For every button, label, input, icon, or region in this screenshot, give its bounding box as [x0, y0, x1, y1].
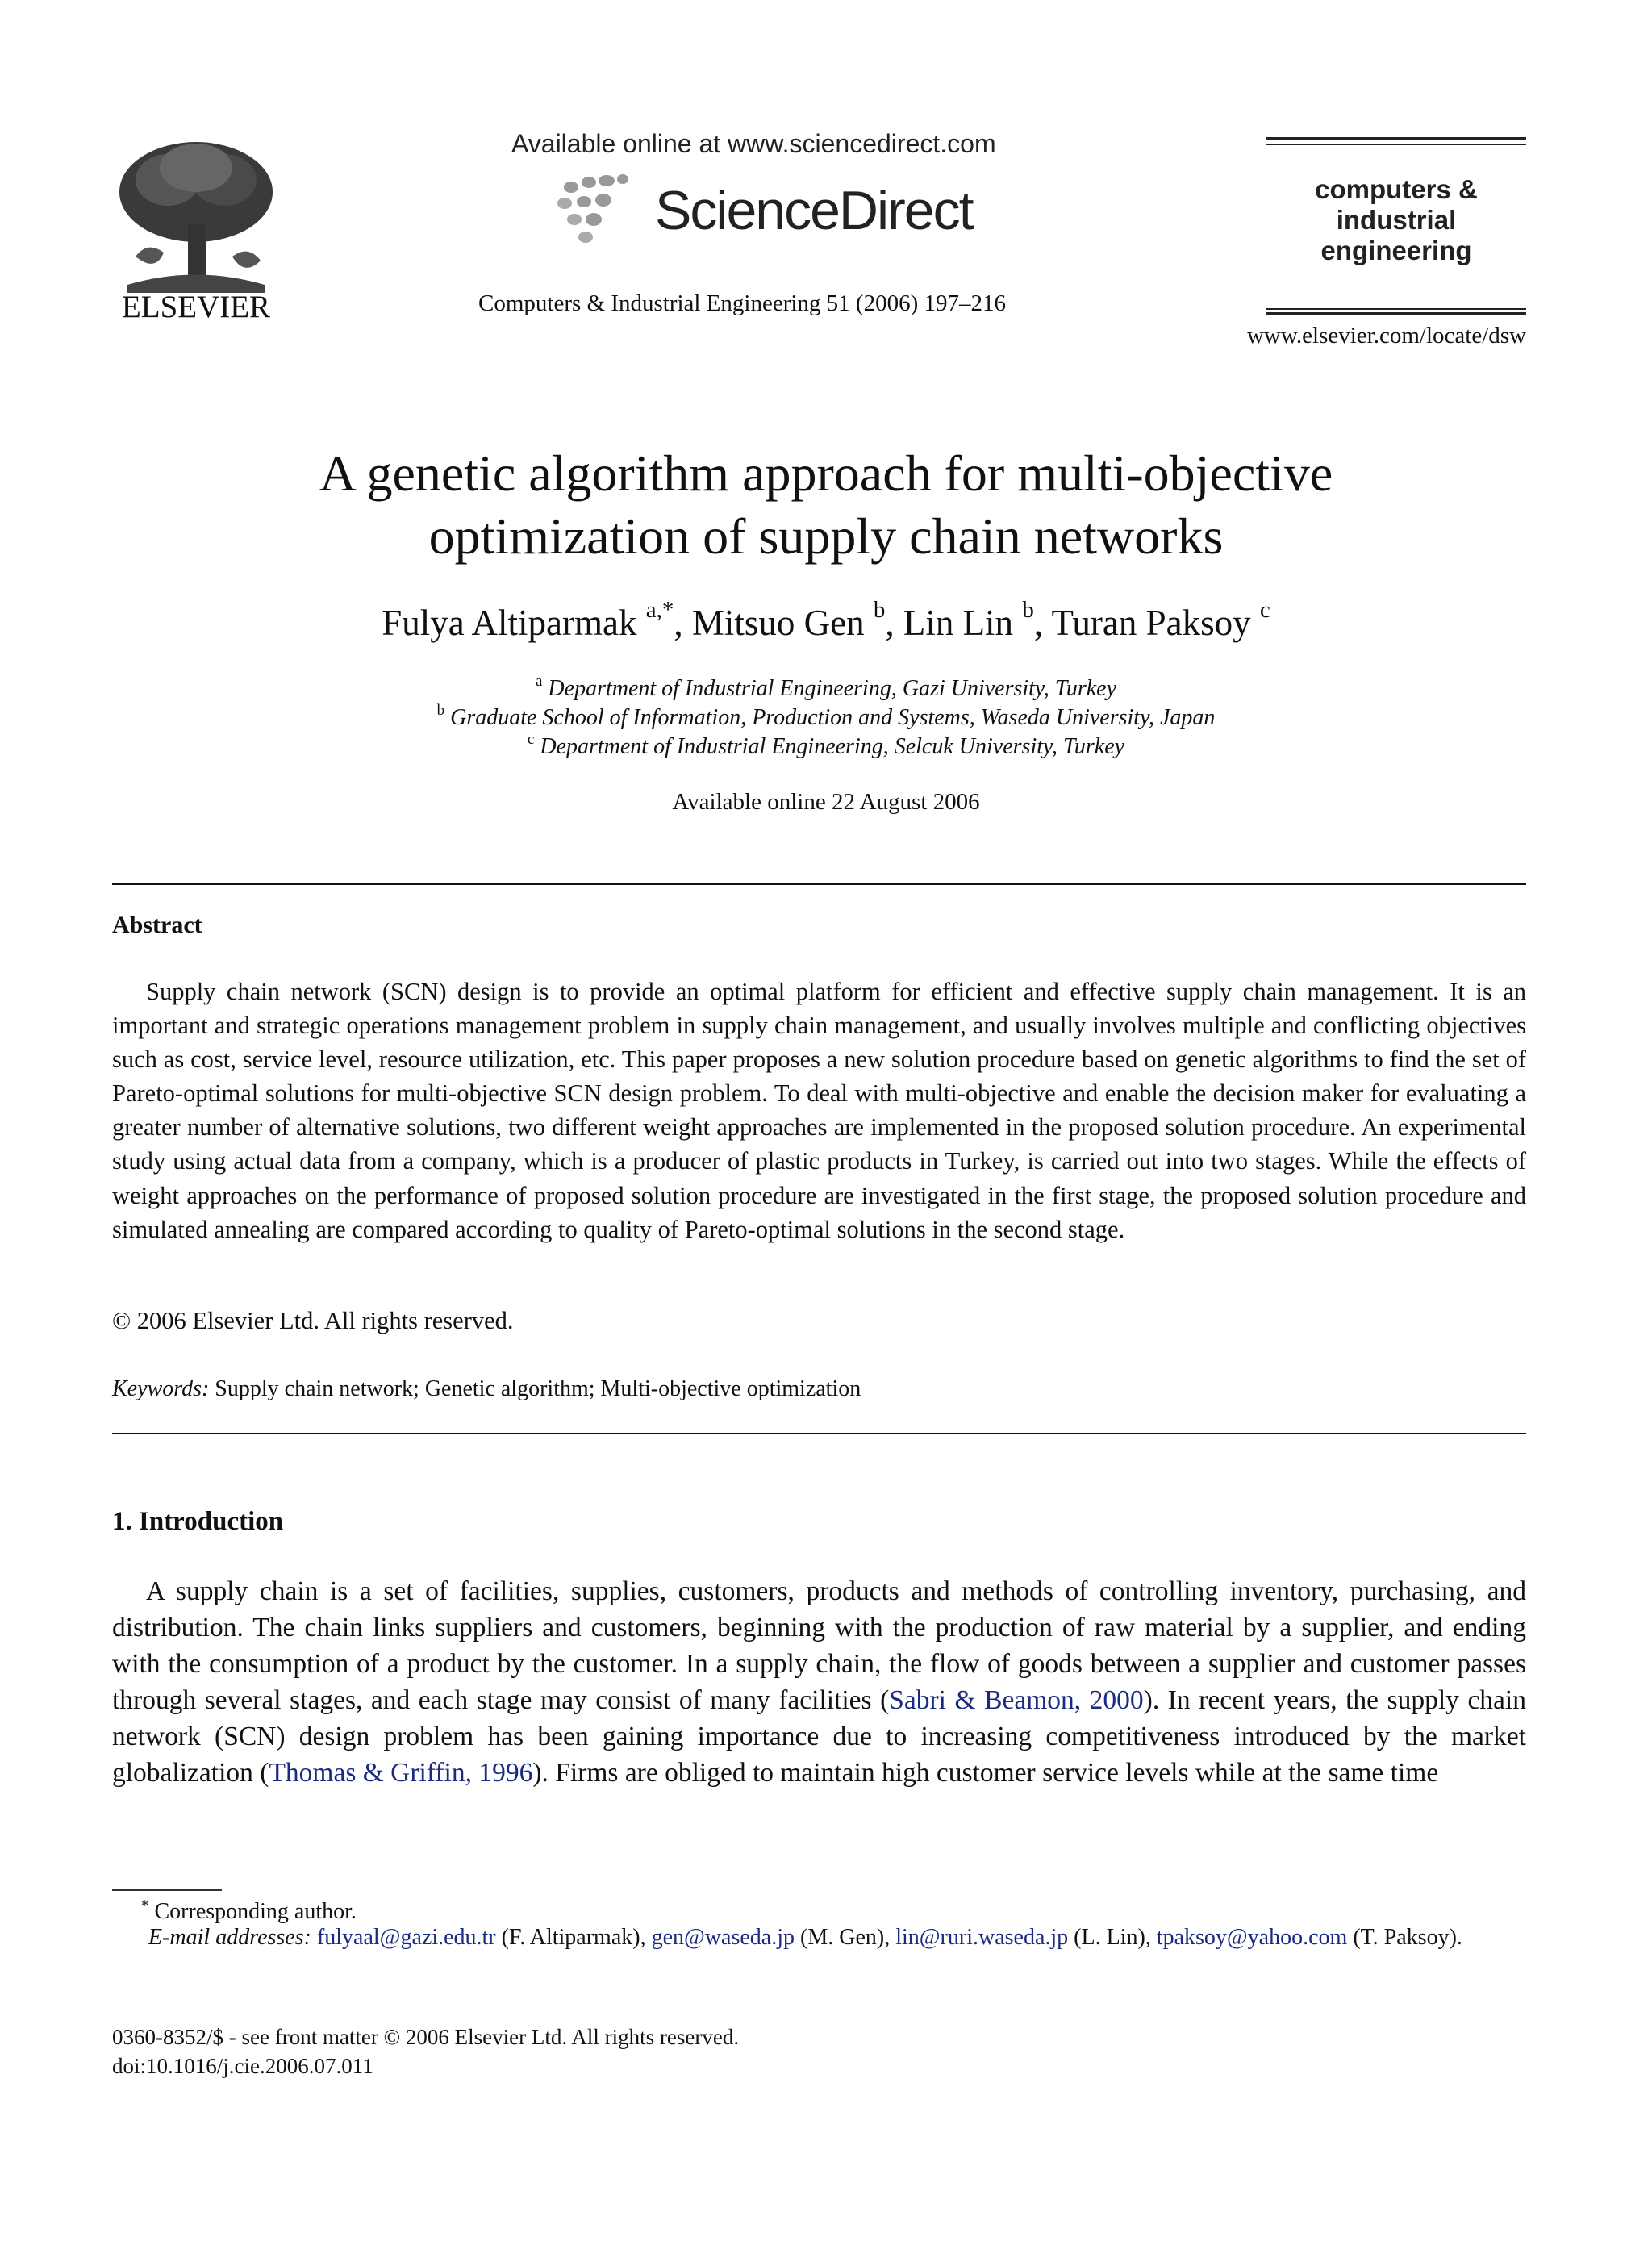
author-name: Fulya Altiparmak [382, 603, 637, 643]
author-name: Lin Lin [903, 603, 1014, 643]
header-rule-top-thin [1266, 144, 1526, 145]
footnote-text: Corresponding author. [154, 1899, 357, 1924]
journal-reference: Computers & Industrial Engineering 51 (2006) 197–216 [478, 290, 1006, 316]
elsevier-tree-logo-icon [111, 136, 281, 297]
citation-link[interactable]: Sabri & Beamon, 2000 [889, 1685, 1144, 1715]
sciencedirect-dots-logo-icon [557, 169, 629, 246]
email-owner: (T. Paksoy). [1353, 1925, 1462, 1950]
doi-line[interactable]: doi:10.1016/j.cie.2006.07.011 [112, 2054, 373, 2078]
keywords-label: Keywords: [112, 1376, 210, 1401]
affiliation-c [121, 731, 1531, 760]
affiliation-text: Graduate School of Information, Production and Systems, Waseda University, Japan [450, 705, 1216, 730]
abstract-heading: Abstract [112, 912, 202, 938]
affiliation-text: Department of Industrial Engineering, Selcuk University, Turkey [540, 734, 1125, 759]
issn-line: 0360-8352/$ - see front matter © 2006 Elsevier Ltd. All rights reserved. [112, 2025, 740, 2049]
header-rule-bottom [1266, 312, 1526, 315]
author-name: Mitsuo Gen [691, 603, 865, 643]
email-link[interactable]: gen@waseda.jp [651, 1925, 795, 1950]
affiliation-marker: b [436, 702, 445, 719]
footnote-rule [112, 1889, 222, 1891]
citation-link[interactable]: Thomas & Griffin, 1996 [269, 1758, 533, 1788]
author-name: Turan Paksoy [1051, 603, 1251, 643]
email-link[interactable]: fulyaal@gazi.edu.tr [316, 1925, 496, 1950]
journal-title-line: engineering [1320, 236, 1472, 265]
divider [112, 1433, 1526, 1434]
email-label: E-mail addresses: [148, 1925, 311, 1950]
author-list: Fulya Altiparmak $^{a,*}$, Mitsuo Gen $^b$, Lin Lin $^b$, Turan Paksoy $^c$ [382, 597, 1270, 643]
intro-text: ). Firms are obliged to maintain high customer service levels while at the same time [532, 1758, 1439, 1788]
paper-title [177, 442, 1475, 568]
sciencedirect-brand: ScienceDirect [655, 180, 973, 241]
available-date: Available online 22 August 2006 [672, 789, 980, 815]
journal-title-line: computers & [1315, 174, 1478, 204]
paper-title-line: A genetic algorithm approach for multi-objective [319, 445, 1333, 502]
copyright-notice: © 2006 Elsevier Ltd. All rights reserved. [112, 1307, 514, 1334]
keywords-list: Supply chain network; Genetic algorithm; Multi-objective optimization [215, 1376, 861, 1401]
header-rule-top [1266, 137, 1526, 140]
abstract-text: Supply chain network (SCN) design is to provide an optimal platform for efficient and effective supply chain management. It is an important and strategic operations management problem in supply chain management, and usually involves multiple and conflicting objectives such as cost, service level, resource utilization, etc. This paper proposes a new solution procedure based on genetic algorithms to find the set of Pareto-optimal solutions for multi-objective SCN design problem. To deal with multi-objective and enable the decision maker for evaluating a greater number of alternative solutions, two different weight approaches are implemented in the proposed solution procedure. An experimental study using actual data from a company, which is a producer of plastic products in Turkey, is carried out into two stages. While the effects of weight approaches on the performance of proposed solution procedure are investigated in the first stage, the proposed solution procedure and simulated annealing are compared according to quality of Pareto-optimal solutions in the second stage. [112, 978, 1526, 1243]
publisher-name: ELSEVIER [121, 290, 271, 324]
author-affil-marker[interactable]: b [873, 597, 886, 623]
author-affil-marker[interactable]: a,* [645, 597, 674, 623]
author-affil-marker[interactable]: b [1022, 597, 1034, 623]
journal-title-line: industrial [1336, 205, 1457, 235]
paper-title-line: optimization of supply chain networks [428, 507, 1224, 565]
affiliation-b [121, 702, 1531, 731]
intro-text: ). In recent years, the supply chain network (SCN) design problem has been gaining importance due to increasing competitiveness introduced by the market globalization ( [112, 1685, 1526, 1788]
email-owner: (M. Gen), [800, 1925, 891, 1950]
keywords [112, 1376, 861, 1402]
available-online-text: Available online at www.sciencedirect.com [511, 129, 996, 158]
email-link[interactable]: lin@ruri.waseda.jp [895, 1925, 1069, 1950]
email-owner: (F. Altiparmak), [501, 1925, 646, 1950]
intro-paragraph [112, 1573, 1526, 1791]
footnote-emails [112, 1925, 1526, 1951]
affiliation-marker: c [527, 731, 535, 748]
intro-text: A supply chain is a set of facilities, supplies, customers, products and methods of controlling inventory, purchasing, and distribution. The chain links suppliers and customers, beginning with the production of raw material by a supplier, and ending with the consumption of a product by the customer. In a supply chain, the flow of goods between a supplier and customer passes through several stages, and each stage may consist of many facilities ( [112, 1576, 1526, 1715]
journal-title-block [1266, 174, 1526, 266]
affiliation-text: Department of Industrial Engineering, Gazi University, Turkey [548, 676, 1117, 701]
footnote-corresponding [112, 1899, 1526, 1925]
header-rule-bottom-thin [1266, 308, 1526, 310]
footnote-marker: * [141, 1897, 149, 1914]
email-owner: (L. Lin), [1074, 1925, 1151, 1950]
affiliation-marker: a [535, 673, 543, 690]
section-heading: 1. Introduction [112, 1507, 284, 1536]
divider [112, 883, 1526, 885]
affiliation-a [121, 673, 1531, 702]
journal-url[interactable]: www.elsevier.com/locate/dsw [1246, 323, 1526, 349]
email-link[interactable]: tpaksoy@yahoo.com [1156, 1925, 1348, 1950]
author-affil-marker[interactable]: c [1259, 597, 1270, 623]
